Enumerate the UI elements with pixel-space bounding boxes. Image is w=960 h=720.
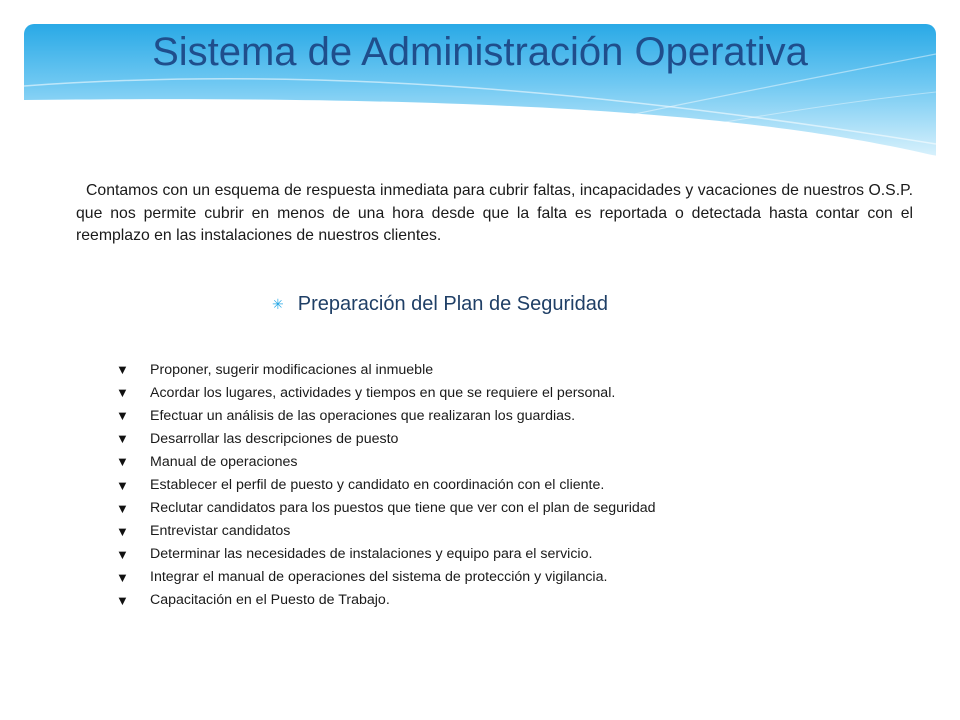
section-heading	[272, 290, 608, 318]
list-item	[116, 473, 656, 496]
asterisk-bullet-icon: ✳	[272, 296, 284, 312]
list-item	[116, 450, 656, 473]
section-heading-text: Preparación del Plan de Seguridad	[297, 292, 608, 315]
list-item-text: Integrar el manual de operaciones del sistema de protección y vigilancia.	[150, 569, 608, 586]
list-item-text: Establecer el perfil de puesto y candidato en coordinación con el cliente.	[150, 477, 605, 494]
down-triangle-icon: ▼	[116, 523, 129, 539]
list-item-text: Determinar las necesidades de instalaciones y equipo para el servicio.	[150, 546, 593, 563]
list-item-text: Proponer, sugerir modificaciones al inmueble	[150, 361, 434, 378]
list-item	[116, 381, 656, 404]
list-item	[116, 543, 656, 566]
intro-paragraph: Contamos con un esquema de respuesta inmediata para cubrir faltas, incapacidades y vacaciones de nuestros O.S.P. que nos permite cubrir en menos de una hora desde que la falta es reportada o detectada hasta contar con el reemplazo en las instalaciones de nuestros clientes.	[76, 182, 913, 244]
page-title: Sistema de Administración Operativa	[152, 30, 808, 74]
list-item-text: Efectuar un análisis de las operaciones que realizaran los guardias.	[150, 407, 576, 424]
down-triangle-icon: ▼	[116, 454, 129, 470]
down-triangle-icon: ▼	[116, 362, 129, 378]
down-triangle-icon: ▼	[116, 546, 129, 562]
list-item-text: Manual de operaciones	[150, 453, 298, 470]
list-item	[116, 589, 656, 612]
list-item-text: Acordar los lugares, actividades y tiempos en que se requiere el personal.	[150, 384, 616, 401]
list-item-text: Entrevistar candidatos	[150, 523, 291, 540]
down-triangle-icon: ▼	[116, 408, 129, 424]
list-item-text: Reclutar candidatos para los puestos que tiene que ver con el plan de seguridad	[150, 500, 656, 517]
down-triangle-icon: ▼	[116, 385, 129, 401]
list-item	[116, 404, 656, 427]
down-triangle-icon: ▼	[116, 431, 129, 447]
task-list	[116, 358, 656, 612]
list-item	[116, 520, 656, 543]
list-item	[116, 358, 656, 381]
list-item-text: Capacitación en el Puesto de Trabajo.	[150, 592, 390, 609]
down-triangle-icon: ▼	[116, 477, 129, 493]
down-triangle-icon: ▼	[116, 592, 129, 608]
list-item-text: Desarrollar las descripciones de puesto	[150, 430, 399, 447]
list-item	[116, 566, 656, 589]
down-triangle-icon: ▼	[116, 500, 129, 516]
list-item	[116, 427, 656, 450]
list-item	[116, 497, 656, 520]
down-triangle-icon: ▼	[116, 569, 129, 585]
